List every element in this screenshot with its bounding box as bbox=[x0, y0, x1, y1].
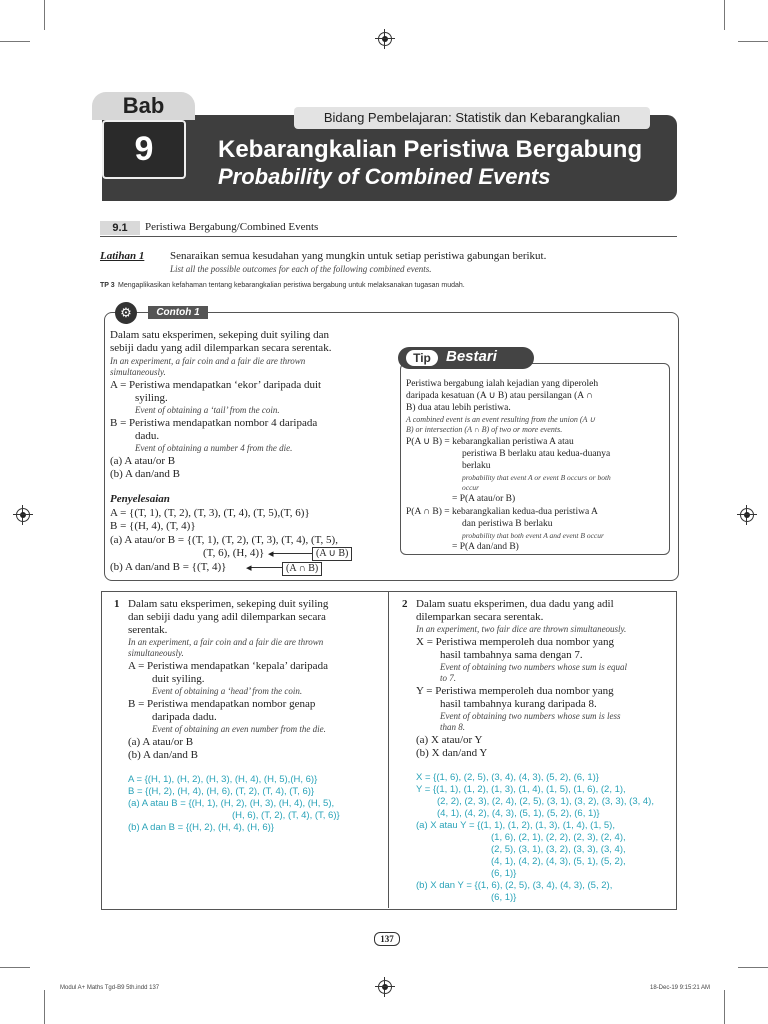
q1-event-b: B = Peristiwa mendapatkan nombor genap bbox=[128, 698, 316, 710]
q2-event-x: X = Peristiwa memperoleh dua nombor yang bbox=[416, 636, 615, 648]
tip-union-en: occur bbox=[462, 483, 480, 492]
q2-part-a: (a) X atau/or Y bbox=[416, 734, 483, 746]
intersection-box: (A ∩ B) bbox=[282, 562, 322, 576]
q2-part-b: (b) X dan/and Y bbox=[416, 747, 488, 759]
q2-event-y-en: than 8. bbox=[440, 722, 466, 732]
crop-mark bbox=[738, 967, 768, 968]
section-number: 9.1 bbox=[100, 221, 140, 235]
gear-icon: ⚙ bbox=[115, 302, 137, 324]
event-a-en: Event of obtaining a ‘tail’ from the coin. bbox=[135, 405, 280, 415]
q1-answer: (a) A atau B = {(H, 1), (H, 2), (H, 3), (H, 4), (H, 5), bbox=[128, 798, 335, 809]
q2-event-x: hasil tambahnya sama dengan 7. bbox=[440, 649, 583, 661]
solution-line: (a) A atau/or B = {(T, 1), (T, 2), (T, 3), (T, 4), (T, 5), bbox=[110, 534, 338, 546]
registration-mark-icon bbox=[16, 508, 30, 522]
q1-answer: (H, 6), (T, 2), (T, 4), (T, 6)} bbox=[232, 810, 340, 821]
q1-line-en: simultaneously. bbox=[128, 648, 184, 658]
crop-mark bbox=[44, 990, 45, 1024]
chapter-title-ms: Kebarangkalian Peristiwa Bergabung bbox=[218, 136, 643, 163]
example-tab: Contoh 1 bbox=[148, 306, 208, 319]
learning-field: Bidang Pembelajaran: Statistik dan Kebarangkalian bbox=[294, 107, 650, 129]
question-b: (b) A dan/and B bbox=[110, 468, 180, 480]
tip-line: B) dua atau lebih peristiwa. bbox=[406, 403, 511, 413]
q1-answer: (b) A dan B = {(H, 2), (H, 4), (H, 6)} bbox=[128, 822, 274, 833]
question-number: 2 bbox=[402, 598, 408, 610]
page-number: 137 bbox=[374, 932, 400, 946]
q2-answer: (6, 1)} bbox=[491, 868, 517, 879]
tip-title: Bestari bbox=[446, 348, 497, 365]
event-a-def: syiling. bbox=[135, 392, 168, 404]
solution-line: (T, 6), (H, 4)} bbox=[203, 547, 265, 559]
footer-date: 18-Dec-19 9:15:21 AM bbox=[650, 985, 711, 991]
q2-event-y-en: Event of obtaining two numbers whose sum is less bbox=[440, 711, 621, 721]
column-divider bbox=[388, 591, 389, 908]
solution-line: B = {(H, 4), (T, 4)} bbox=[110, 520, 196, 532]
bab-label: Bab bbox=[92, 92, 195, 120]
q2-answer: X = {(1, 6), (2, 5), (3, 4), (4, 3), (5, 2), (6, 1)} bbox=[416, 772, 599, 783]
latihan-instruction: Senaraikan semua kesudahan yang mungkin untuk setiap peristiwa gabungan berikut. bbox=[170, 250, 547, 262]
example-line: Dalam satu eksperimen, sekeping duit syiling dan bbox=[110, 329, 330, 341]
latihan-instruction-en: List all the possible outcomes for each of the following combined events. bbox=[170, 264, 432, 274]
q1-event-b-en: Event of obtaining an even number from the die. bbox=[152, 724, 326, 734]
arrow-line bbox=[272, 553, 312, 554]
union-box: (A ∪ B) bbox=[312, 547, 352, 561]
tip-line: daripada kesatuan (A ∪ B) atau persilangan (A ∩ bbox=[406, 391, 593, 401]
crop-mark bbox=[0, 967, 30, 968]
registration-mark-icon bbox=[740, 508, 754, 522]
q1-line: dan sebiji dadu yang adil dilemparkan secara bbox=[128, 611, 326, 623]
tip-union: P(A ∪ B) = kebarangkalian peristiwa A atau bbox=[406, 437, 574, 447]
tip-inter: dan peristiwa B berlaku bbox=[462, 519, 553, 529]
arrow-left-icon: ◂ bbox=[268, 547, 274, 560]
question-a: (a) A atau/or B bbox=[110, 455, 176, 467]
q1-event-a: A = Peristiwa mendapatkan ‘kepala’ daripada bbox=[128, 660, 328, 672]
q1-line: serentak. bbox=[128, 624, 168, 636]
solution-line: A = {(T, 1), (T, 2), (T, 3), (T, 4), (T, 5),(T, 6)} bbox=[110, 507, 310, 519]
q2-answer: (a) X atau Y = {(1, 1), (1, 2), (1, 3), (1, 4), (1, 5), bbox=[416, 820, 615, 831]
latihan-label: Latihan 1 bbox=[100, 250, 145, 262]
q2-answer: Y = {(1, 1), (1, 2), (1, 3), (1, 4), (1, 5), (1, 6), (2, 1), bbox=[416, 784, 626, 795]
tp-text: Mengaplikasikan kefahaman tentang kebarangkalian peristiwa bergabung untuk melaksanakan tugasan mudah. bbox=[118, 282, 465, 289]
arrow-left-icon: ◂ bbox=[246, 561, 252, 574]
q1-line: Dalam satu eksperimen, sekeping duit syiling bbox=[128, 598, 329, 610]
q2-line: Dalam suatu eksperimen, dua dadu yang adil bbox=[416, 598, 614, 610]
q2-line: dilemparkan secara serentak. bbox=[416, 611, 544, 623]
q2-answer: (6, 1)} bbox=[491, 892, 517, 903]
solution-label: Penyelesaian bbox=[110, 493, 170, 505]
q1-answer: A = {(H, 1), (H, 2), (H, 3), (H, 4), (H, 5),(H, 6)} bbox=[128, 774, 318, 785]
q2-event-x-en: Event of obtaining two numbers whose sum is equal bbox=[440, 662, 627, 672]
q1-event-a: duit syiling. bbox=[152, 673, 205, 685]
chapter-title-en: Probability of Combined Events bbox=[218, 164, 551, 189]
tip-line: Peristiwa bergabung ialah kejadian yang diperoleh bbox=[406, 379, 599, 389]
q1-event-a-en: Event of obtaining a ‘head’ from the coin. bbox=[152, 686, 303, 696]
q2-answer: (1, 6), (2, 1), (2, 2), (2, 3), (2, 4), bbox=[491, 832, 626, 843]
q1-line-en: In an experiment, a fair coin and a fair die are thrown bbox=[128, 637, 324, 647]
example-line-en: In an experiment, a fair coin and a fair die are thrown bbox=[110, 356, 306, 366]
tip-union-en: probability that event A or event B occurs or both bbox=[462, 473, 611, 482]
example-line: sebiji dadu yang adil dilemparkan secara serentak. bbox=[110, 342, 332, 354]
tip-union-eq: = P(A atau/or B) bbox=[452, 494, 516, 504]
solution-line: (b) A dan/and B = {(T, 4)} bbox=[110, 561, 227, 573]
registration-mark-icon bbox=[378, 32, 392, 46]
q2-answer: (4, 1), (4, 2), (4, 3), (5, 1), (5, 2), (6, 1)} bbox=[437, 808, 600, 819]
tp-label: TP 3 bbox=[100, 282, 115, 289]
tip-inter: P(A ∩ B) = kebarangkalian kedua-dua peristiwa A bbox=[406, 507, 598, 517]
q2-event-x-en: to 7. bbox=[440, 673, 457, 683]
crop-mark bbox=[724, 0, 725, 30]
section-title: Peristiwa Bergabung/Combined Events bbox=[145, 221, 319, 233]
q1-answer: B = {(H, 2), (H, 4), (H, 6), (T, 2), (T, 4), (T, 6)} bbox=[128, 786, 315, 797]
q1-part-a: (a) A atau/or B bbox=[128, 736, 194, 748]
tip-union: peristiwa B berlaku atau kedua-duanya bbox=[462, 449, 611, 459]
crop-mark bbox=[44, 0, 45, 30]
tip-inter-en: probability that both event A and event B occur bbox=[462, 531, 604, 540]
crop-mark bbox=[738, 41, 768, 42]
arrow-line bbox=[250, 567, 282, 568]
q2-event-y: Y = Peristiwa memperoleh dua nombor yang bbox=[416, 685, 614, 697]
event-b-en: Event of obtaining a number 4 from the die. bbox=[135, 443, 293, 453]
q1-event-b: daripada dadu. bbox=[152, 711, 217, 723]
tip-word: Tip bbox=[406, 350, 438, 366]
event-a-def: A = Peristiwa mendapatkan ‘ekor’ daripada duit bbox=[110, 379, 322, 391]
crop-mark bbox=[724, 990, 725, 1024]
q2-answer: (2, 2), (2, 3), (2, 4), (2, 5), (3, 1), (3, 2), (3, 3), (3, 4), bbox=[437, 796, 654, 807]
q2-answer: (2, 5), (3, 1), (3, 2), (3, 3), (3, 4), bbox=[491, 844, 626, 855]
crop-mark bbox=[0, 41, 30, 42]
q2-event-y: hasil tambahnya kurang daripada 8. bbox=[440, 698, 597, 710]
registration-mark-icon bbox=[378, 980, 392, 994]
example-line-en: simultaneously. bbox=[110, 367, 166, 377]
q1-part-b: (b) A dan/and B bbox=[128, 749, 198, 761]
tip-line-en: A combined event is an event resulting from the union (A ∪ bbox=[406, 415, 596, 424]
tip-union: berlaku bbox=[462, 461, 491, 471]
chapter-number: 9 bbox=[102, 120, 186, 179]
divider bbox=[100, 236, 677, 237]
q2-answer: (b) X dan Y = {(1, 6), (2, 5), (3, 4), (4, 3), (5, 2), bbox=[416, 880, 613, 891]
question-number: 1 bbox=[114, 598, 120, 610]
event-b-def: B = Peristiwa mendapatkan nombor 4 daripada bbox=[110, 417, 318, 429]
q2-line-en: In an experiment, two fair dice are thrown simultaneously. bbox=[416, 624, 627, 634]
q2-answer: (4, 1), (4, 2), (4, 3), (5, 1), (5, 2), bbox=[491, 856, 626, 867]
footer-file: Modul A+ Maths Tgd-B9 5th.indd 137 bbox=[60, 985, 160, 991]
tip-inter-eq: = P(A dan/and B) bbox=[452, 542, 519, 552]
event-b-def: dadu. bbox=[135, 430, 160, 442]
tip-line-en: B) or intersection (A ∩ B) of two or more events. bbox=[406, 425, 563, 434]
